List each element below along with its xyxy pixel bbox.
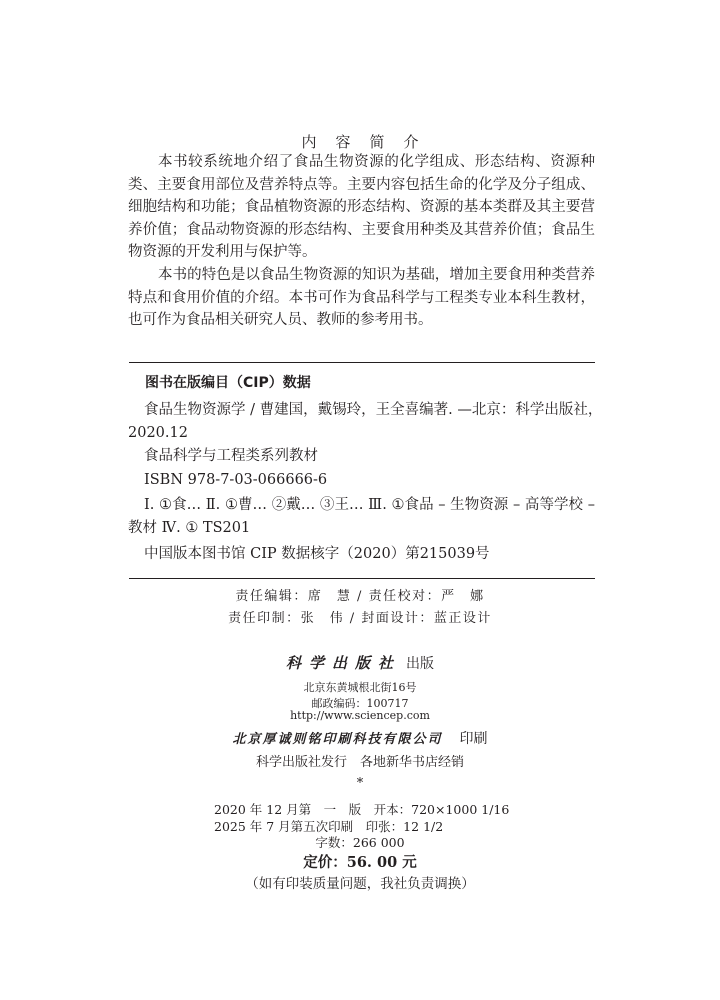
cip-top-rule — [129, 362, 595, 363]
summary-paragraph-2 — [128, 264, 595, 332]
editor-credits: 责任编辑：席 慧 / 责任校对：严 娜 — [235, 589, 485, 604]
word-count: 字数：266 000 — [315, 835, 405, 850]
publisher-name: 科学出版社 — [285, 654, 401, 672]
paragraph-line: 物资源的开发利用与保护等。 — [128, 244, 317, 261]
publisher-action: 出版 — [406, 656, 435, 672]
cip-line: 教材 Ⅳ. ① TS201 — [128, 520, 251, 536]
cip-bottom-rule — [129, 578, 595, 579]
summary-paragraph-1 — [128, 151, 595, 264]
paragraph-line: 本书的特色是以食品生物资源的知识为基础，增加主要食用种类营养 — [158, 267, 595, 283]
paragraph-line: 类、主要食用部位及营养特点等。主要内容包括生命的化学及分子组成、 — [128, 176, 595, 193]
printer-name: 北京厚诚则铭印刷科技有限公司 — [232, 732, 443, 747]
cip-line: ISBN 978-7-03-066666-6 — [144, 472, 328, 488]
distribution-line: 科学出版社发行 各地新华书店经销 — [255, 755, 464, 770]
publisher-line — [0, 652, 720, 673]
paragraph-line: 特点和食用价值的介绍。本书可作为食品科学与工程类专业本科生教材， — [128, 289, 595, 306]
separator-asterisk: * — [356, 776, 364, 791]
printer-action: 印刷 — [459, 731, 488, 747]
cip-line: 中国版本图书馆 CIP 数据核字（2020）第215039号 — [144, 546, 490, 562]
quality-notice: （如有印装质量问题，我社负责调换） — [245, 876, 475, 892]
cip-line: 食品生物资源学 / 曹建国，戴锡玲，王全喜编著. —北京：科学出版社， — [144, 402, 603, 418]
edition-first: 2020 年 12 月第 一 版 开本：720×1000 1/16 — [214, 802, 510, 817]
publisher-postcode: 邮政编码：100717 — [311, 697, 409, 710]
cip-line: 食品科学与工程类系列教材 — [144, 448, 318, 464]
paragraph-line: 也可作为食品相关研究人员、教师的参考用书。 — [128, 312, 433, 329]
cip-line: Ⅰ. ①食… Ⅱ. ①曹… ②戴… ③王… Ⅲ. ①食品 – 生物资源 – 高等学校 – — [144, 497, 595, 513]
cip-line: 2020.12 — [128, 425, 188, 441]
publisher-url: http://www.sciencep.com — [290, 709, 430, 722]
cip-block — [128, 399, 603, 566]
price: 定价：56. 00 元 — [303, 854, 417, 871]
paragraph-line: 养价值；食品动物资源的形态结构、主要食用种类及其营养价值；食品生 — [128, 221, 595, 238]
paragraph-line: 本书较系统地介绍了食品生物资源的化学组成、形态结构、资源种 — [158, 154, 595, 170]
cip-heading: 图书在版编目（CIP）数据 — [145, 375, 311, 391]
edition-current: 2025 年 7 月第五次印刷 印张：12 1/2 — [214, 819, 444, 834]
printer-line — [0, 728, 720, 748]
summary-title: 内容简介 — [301, 133, 438, 151]
paragraph-line: 细胞结构和功能；食品植物资源的形态结构、资源的基本类群及其主要营 — [128, 199, 595, 216]
production-credits: 责任印制：张 伟 / 封面设计：蓝正设计 — [228, 611, 492, 626]
publisher-address: 北京东黄城根北街16号 — [303, 681, 417, 694]
